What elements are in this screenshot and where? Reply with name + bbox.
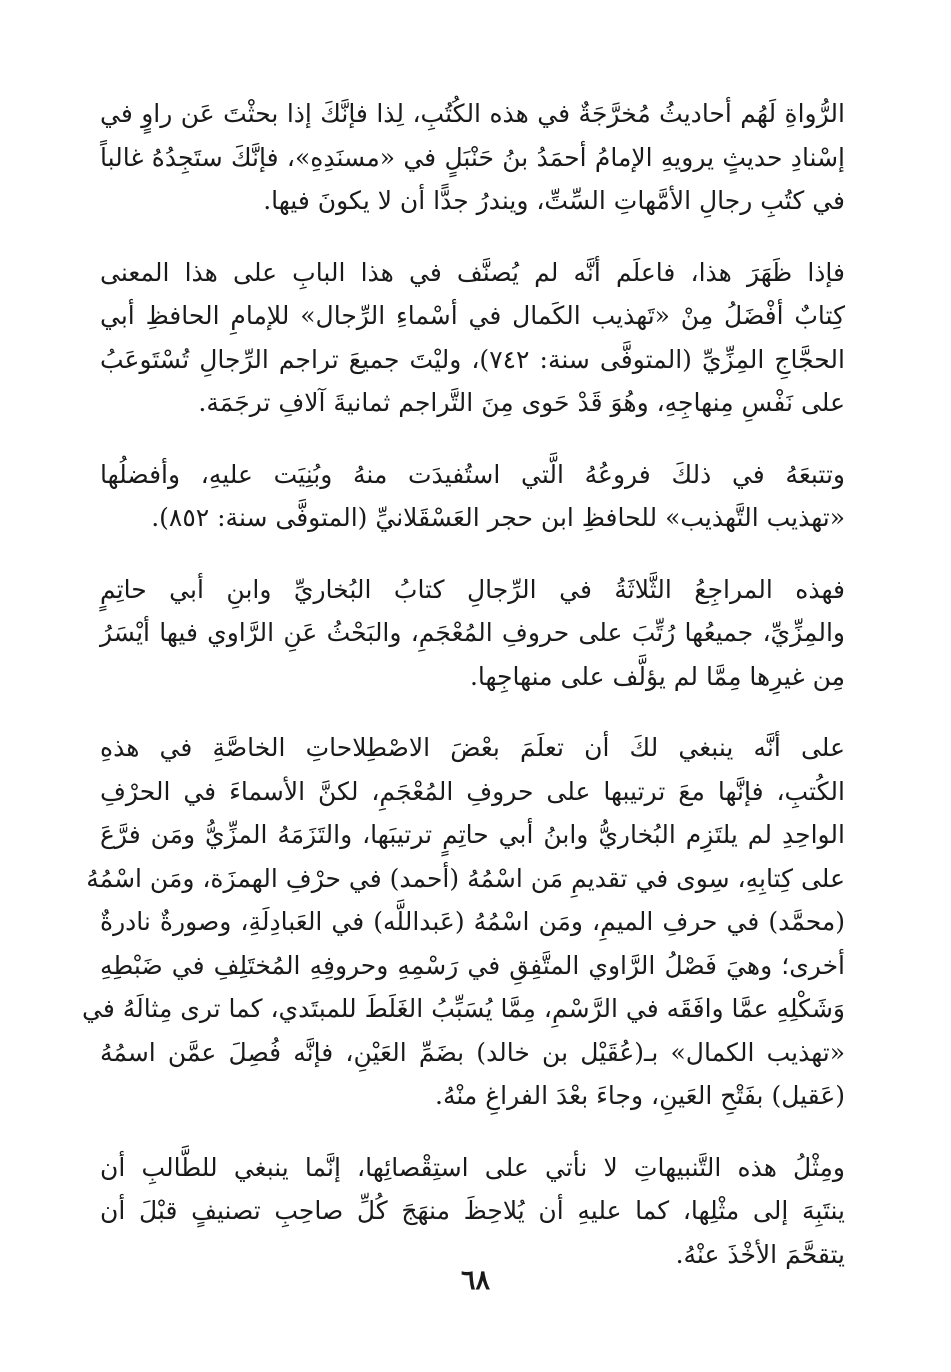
text-line: على نَفْسِ مِنهاجِهِ، وهُوَ قَدْ حَوى مِنَ التَّراجم ثمانيةَ آلافِ ترجَمَة. (198, 388, 845, 417)
text-line: والمِزِّيِّ، جميعُها رُتِّبَ على حروفِ المُعْجَمِ، والبَحْثُ عَنِ الرَّاوي فيها أيْسَرُ (100, 618, 845, 647)
text-line: الحجَّاجِ المِزِّيِّ (المتوفَّى سنة: ٧٤٢)، وليْتَ جميعَ تراجم الرِّجالِ تُسْتَوعَبُ (100, 344, 845, 374)
text-line: الكُتبِ، فإنَّها معَ ترتيبها على حروفِ المُعْجَمِ، لكنَّ الأسماءَ في الحرْفِ (100, 776, 845, 806)
text-line: يتقحَّمَ الأخْذَ عنْهُ. (675, 1239, 845, 1269)
text-line: (محمَّد) في حرفِ الميمِ، ومَن اسْمُهُ (عَبداللَّه) في العَبادِلَةِ، وصورةٌ نادرةٌ (100, 907, 845, 936)
text-line: وتتبعَهُ في ذلكَ فروعُهُ الَّتي استُفيدَت منهُ وبُنِيَت عليهِ، وأفضلُها (100, 459, 845, 489)
text-line: على كِتابِهِ، سِوى في تقديمِ مَن اسْمُهُ (أحمد) في حرْفِ الهمزَة، ومَن اسْمُهُ (86, 863, 845, 893)
text-line: الرُّواةِ لَهُم أحاديثُ مُخرَّجَةٌ في هذه الكُتُبِ، لِذا فإنَّكَ إذا بحثْتَ عَن راوٍ في (100, 99, 845, 128)
text-line: وَشَكْلِهِ عمَّا وافَقَه في الرَّسْمِ، مِمَّا يُسَبِّبُ الغَلَطَ للمبتَدي، كما ترى مِثالَهُ في (82, 994, 845, 1023)
text-line: ينتَبِهَ إلى مثْلِها، كما عليهِ أن يُلاحِظَ منهَجَ كُلِّ صاحِبِ تصنيفٍ قبْلَ أن (100, 1196, 845, 1225)
text-line: كِتابٌ أفْضَلُ مِنْ «تَهذيب الكَمال في أسْماءِ الرِّجال» للإمامِ الحافظِ أبي (100, 301, 845, 330)
paragraph (100, 453, 845, 540)
text-line: «تهذيب الكمال» بـ(عُقَيْل بن خالد) بضَمِّ العَيْنِ، فإنَّه فُصِلَ عمَّن اسمُهُ (100, 1037, 845, 1067)
paragraph (100, 92, 845, 223)
text-line: فهذه المراجِعُ الثَّلاثَةُ في الرِّجالِ كتابُ البُخاريِّ وابنِ أبي حاتِمٍ (100, 574, 845, 604)
text-line: فإذا ظَهَرَ هذا، فاعلَم أنَّه لم يُصنَّف في هذا البابِ على هذا المعنى (100, 257, 845, 287)
paragraph (100, 1146, 845, 1277)
page-number: ٦٨ (460, 1265, 490, 1296)
paragraph (100, 251, 845, 425)
paragraph (82, 726, 845, 1118)
text-line: إسْنادِ حديثٍ يرويهِ الإمامُ أحمَدُ بنُ حَنْبَلٍ في «مسنَدِهِ»، فإنَّكَ ستَجِدُهُ غالباً (100, 142, 845, 172)
text-line: على أنَّه ينبغي لكَ أن تعلَمَ بعْضَ الاصْطِلاحاتِ الخاصَّةِ في هذهِ (100, 733, 845, 762)
text-line: أخرى؛ وهيَ فَصْلُ الرَّاوي المتَّفِقِ في رَسْمِهِ وحروفِهِ المُختَلِفِ في ضَبْطِهِ (100, 950, 845, 980)
text-line: في كتُبِ رجالِ الأمَّهاتِ السِّتِّ، ويندرُ جدًّا أن لا يكونَ فيها. (263, 186, 845, 215)
text-line: الواحِدِ لم يلتَزِم البُخاريُّ وابنُ أبي حاتِمٍ ترتيبَها، والتَزَمَهُ المزِّيُّ ومَن فرَّعَ (100, 820, 845, 849)
paragraph (100, 568, 845, 699)
text-line: ومِثْلُ هذه التَّنبيهاتِ لا نأتي على استِقْصائِها، إنَّما ينبغي للطَّالبِ أن (100, 1152, 845, 1182)
text-line: مِن غيرِها مِمَّا لم يؤلَّف على منهاجِها. (469, 661, 845, 691)
page-body (82, 92, 845, 1304)
text-line: «تهذيب التَّهذيب» للحافظِ ابن حجر العَسْقَلانيِّ (المتوفَّى سنة: ٨٥٢). (151, 503, 845, 532)
text-line: (عَقيل) بفَتْحِ العَينِ، وجاءَ بعْدَ الفراغِ منْهُ. (435, 1081, 845, 1110)
